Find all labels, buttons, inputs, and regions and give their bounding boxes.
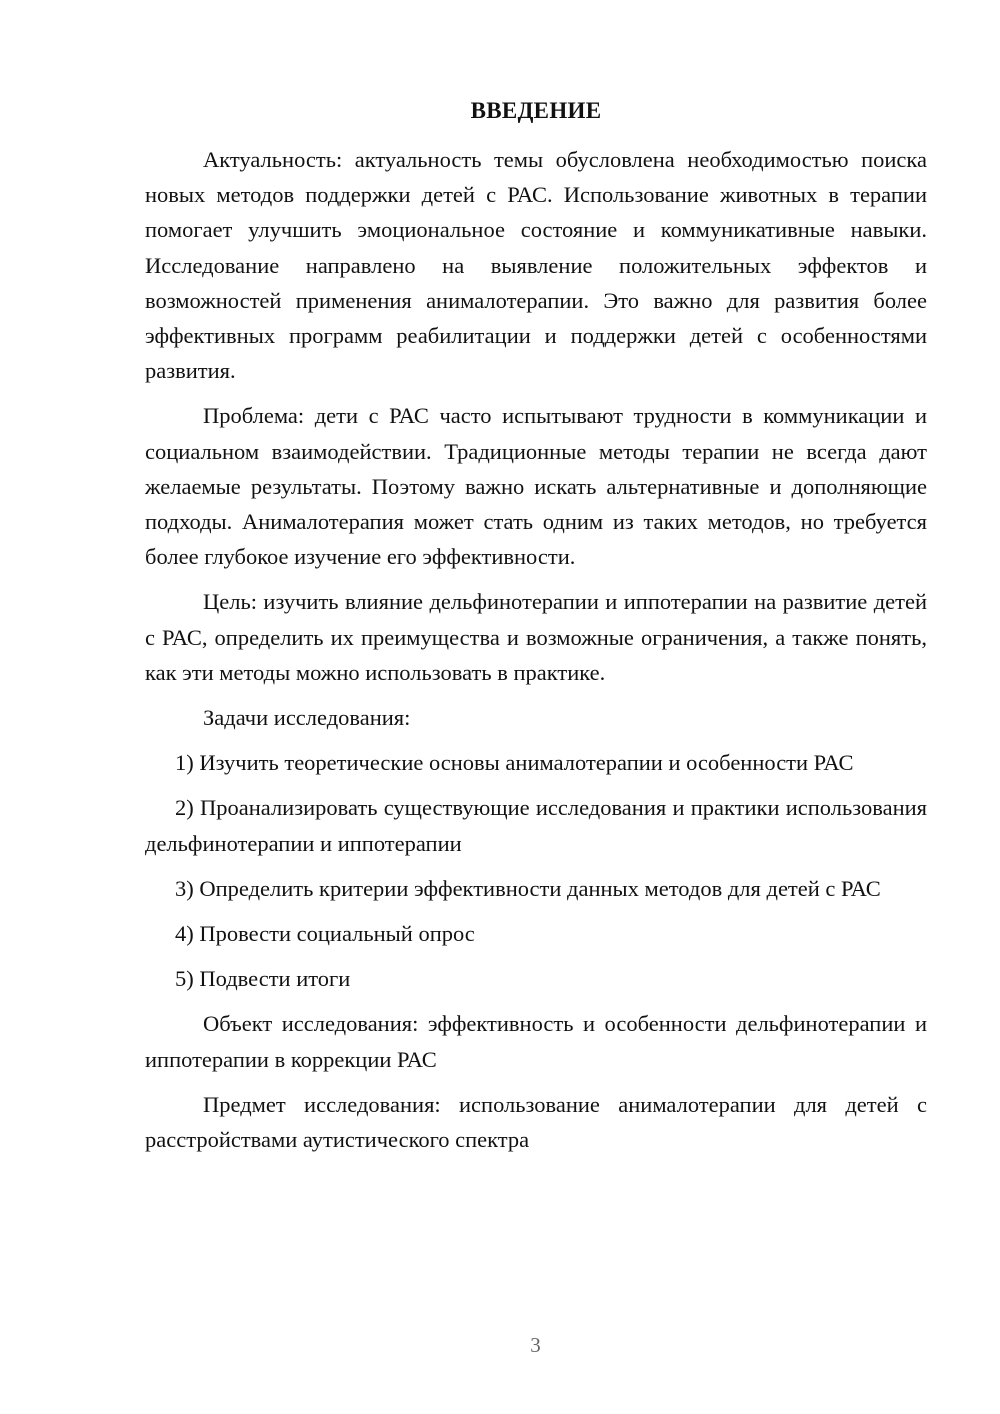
task-item-4: 4) Провести социальный опрос bbox=[175, 921, 475, 947]
object-paragraph: Объект исследования: эффективность и особенности дельфинотерапии и иппотерапии в коррекции РАС bbox=[145, 1011, 927, 1072]
problem-paragraph: Проблема: дети с РАС часто испытывают трудности в коммуникации и социальном взаимодействии. Традиционные методы терапии не всегда дают желаемые результаты. Поэтому важно искать альтернативные и дополняющие подходы. Анималотерапия может стать одним из таких методов, но требуется более глубокое изучение его эффективности. bbox=[145, 403, 927, 570]
goal-paragraph: Цель: изучить влияние дельфинотерапии и иппотерапии на развитие детей с РАС, определить их преимущества и возможные ограничения, а также понять, как эти методы можно использовать в практике. bbox=[145, 589, 927, 685]
task-item-1: 1) Изучить теоретические основы анималотерапии и особенности РАС bbox=[175, 750, 854, 776]
task-item-2: 2) Проанализировать существующие исследования и практики использования дельфинотерапии и иппотерапии bbox=[145, 795, 927, 856]
page-number: 3 bbox=[530, 1333, 541, 1357]
tasks-heading: Задачи исследования: bbox=[203, 705, 411, 731]
subject-paragraph: Предмет исследования: использование анималотерапии для детей с расстройствами аутистического спектра bbox=[145, 1091, 927, 1153]
task-item-3: 3) Определить критерии эффективности данных методов для детей с РАС bbox=[175, 875, 881, 901]
task-item-5: 5) Подвести итоги bbox=[175, 966, 351, 992]
relevance-paragraph: Актуальность: актуальность темы обусловлена необходимостью поиска новых методов поддержки детей с РАС. Использование животных в терапии помогает улучшить эмоциональное состояние и коммуникативные навыки. Исследование направлено на выявление положительных эффектов и возможностей применения анималотерапии. Это важно для развития более эффективных программ реабилитации и поддержки детей с особенностями развития. bbox=[145, 147, 927, 384]
page-title: ВВЕДЕНИЕ bbox=[470, 98, 602, 123]
document-page bbox=[145, 96, 927, 1167]
